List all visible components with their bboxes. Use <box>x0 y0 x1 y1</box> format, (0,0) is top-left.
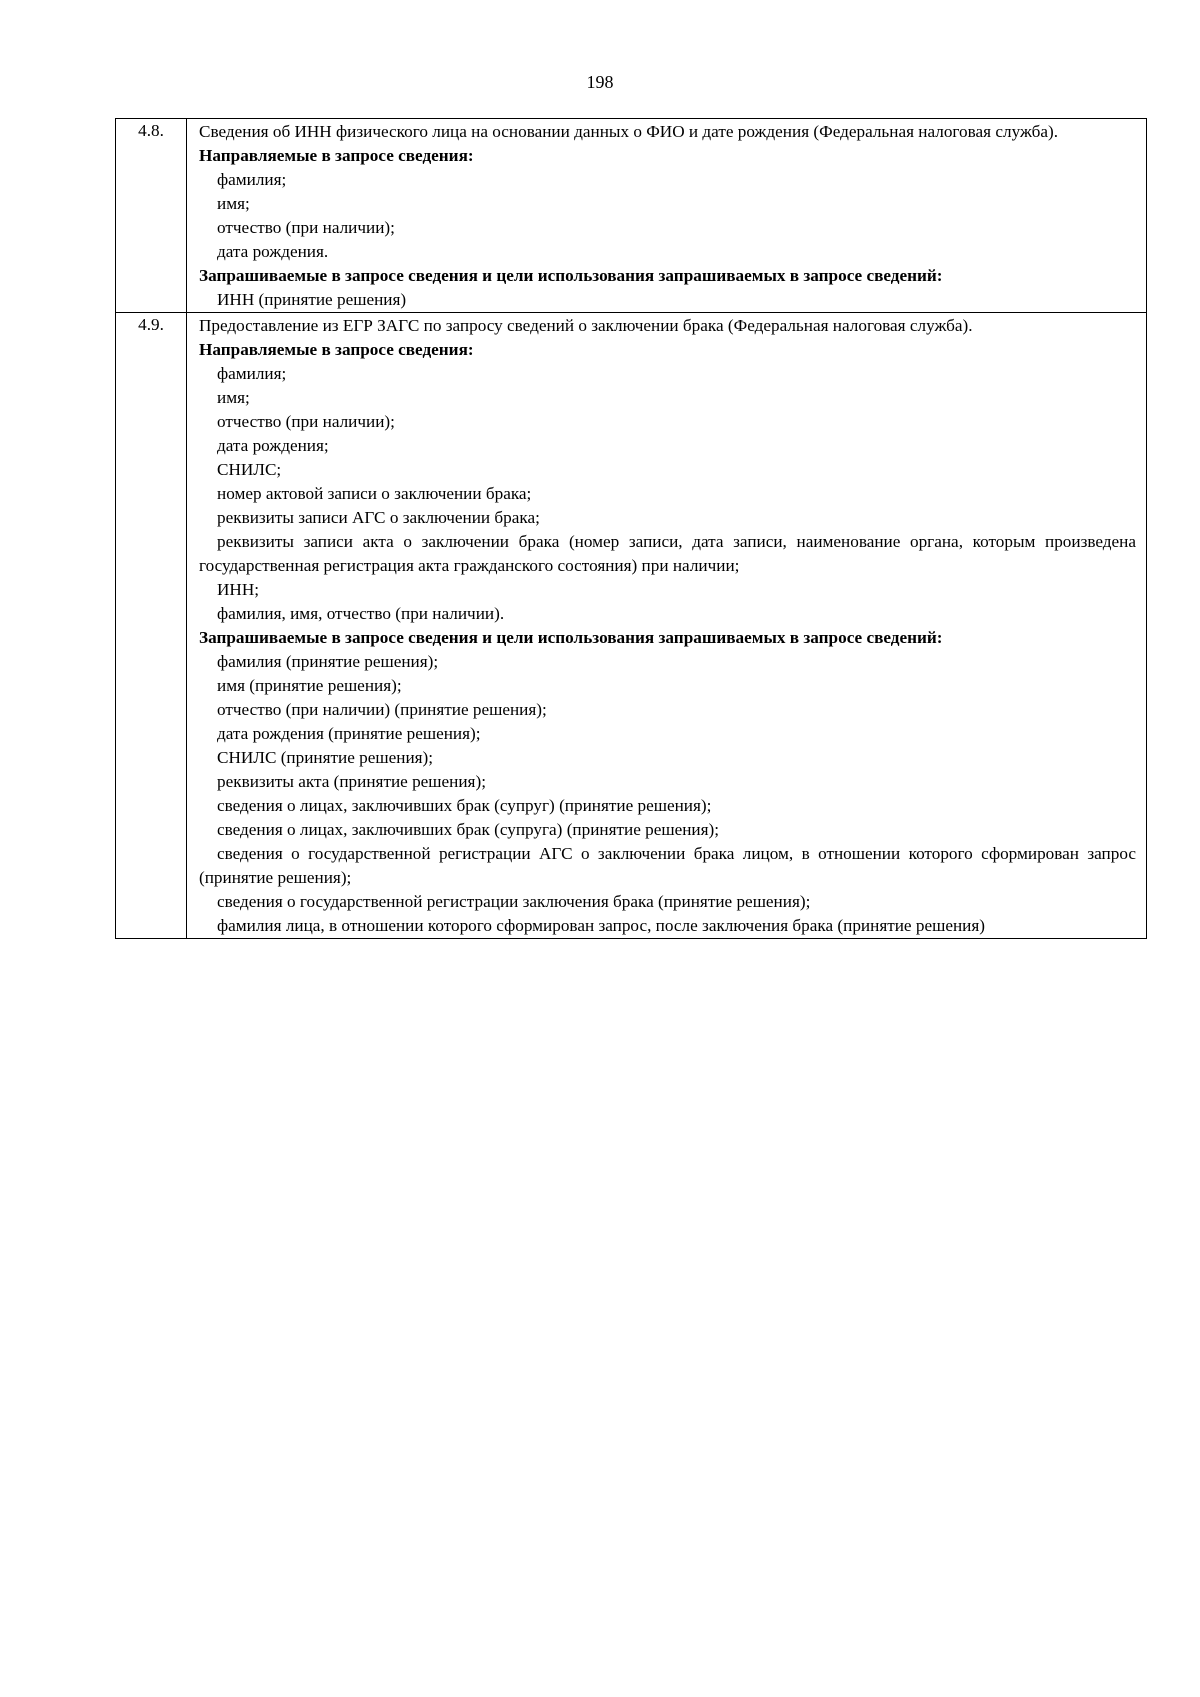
row-number: 4.8. <box>116 119 187 313</box>
sent-item: номер актовой записи о заключении брака; <box>217 484 532 503</box>
sent-item: имя; <box>217 388 250 407</box>
row-title: Сведения об ИНН физического лица на основании данных о ФИО и дате рождения (Федеральная налоговая служба). <box>199 122 1058 141</box>
requested-item: реквизиты акта (принятие решения); <box>217 772 486 791</box>
sent-item: ИНН; <box>217 580 260 599</box>
sent-item: СНИЛС; <box>217 460 282 479</box>
requested-item: сведения о лицах, заключивших брак (супруг) (принятие решения); <box>217 796 712 815</box>
requested-item: фамилия (принятие решения); <box>217 652 439 671</box>
sent-item: фамилия; <box>217 364 287 383</box>
requested-item: сведения о лицах, заключивших брак (супруга) (принятие решения); <box>217 820 720 839</box>
sent-item: реквизиты записи АГС о заключении брака; <box>217 508 540 527</box>
requested-item: фамилия лица, в отношении которого сформирован запрос, после заключения брака (принятие решения) <box>217 916 985 935</box>
row-content <box>187 313 1147 939</box>
sent-item: фамилия, имя, отчество (при наличии). <box>217 604 505 623</box>
requested-heading: Запрашиваемые в запросе сведения и цели использования запрашиваемых в запросе сведений: <box>199 628 943 647</box>
requirements-table <box>115 118 1147 939</box>
sent-item: дата рождения. <box>217 242 329 261</box>
requested-item: имя (принятие решения); <box>217 676 402 695</box>
requested-item: сведения о государственной регистрации заключения брака (принятие решения); <box>217 892 811 911</box>
table-row <box>116 313 1147 939</box>
sent-item: отчество (при наличии); <box>217 218 395 237</box>
requested-item: сведения о государственной регистрации АГС о заключении брака лицом, в отношении которого сформирован запрос (принятие решения); <box>199 844 1136 887</box>
requested-item: СНИЛС (принятие решения); <box>217 748 434 767</box>
sent-item: реквизиты записи акта о заключении брака (номер записи, дата записи, наименование органа, которым произведена государственная регистрация акта гражданского состояния) при наличии; <box>199 532 1136 575</box>
sent-heading: Направляемые в запросе сведения: <box>199 146 474 165</box>
table-row <box>116 119 1147 313</box>
sent-item: отчество (при наличии); <box>217 412 395 431</box>
row-title: Предоставление из ЕГР ЗАГС по запросу сведений о заключении брака (Федеральная налоговая служба). <box>199 316 973 335</box>
sent-item: дата рождения; <box>217 436 329 455</box>
row-number: 4.9. <box>116 313 187 939</box>
sent-item: фамилия; <box>217 170 287 189</box>
row-content <box>187 119 1147 313</box>
requested-item: отчество (при наличии) (принятие решения); <box>217 700 547 719</box>
requested-heading: Запрашиваемые в запросе сведения и цели использования запрашиваемых в запросе сведений: <box>199 266 943 285</box>
sent-item: имя; <box>217 194 250 213</box>
sent-heading: Направляемые в запросе сведения: <box>199 340 474 359</box>
requested-item: ИНН (принятие решения) <box>217 290 407 309</box>
page-number: 198 <box>586 72 614 92</box>
requested-item: дата рождения (принятие решения); <box>217 724 481 743</box>
